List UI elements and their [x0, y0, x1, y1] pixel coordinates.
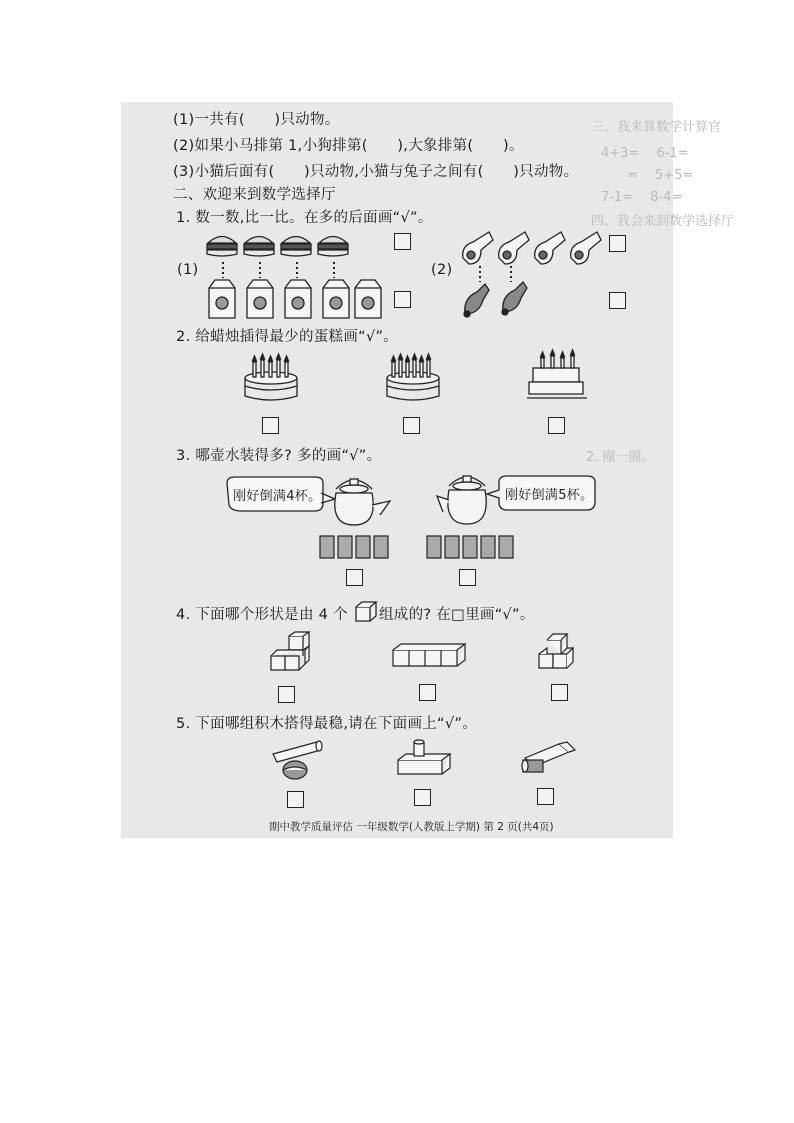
question-part1-3: (3)小猫后面有( )只动物,小猫与兔子之间有( )只动物。 — [173, 164, 579, 180]
question-part1-1: (1)一共有( )只动物。 — [173, 112, 340, 128]
q4-prompt-part2: 组成的? 在□里画“√”。 — [379, 607, 535, 623]
block-shape-right — [537, 630, 579, 672]
q1-prompt: 1. 数一数,比一比。在多的后面画“√”。 — [176, 210, 433, 226]
cake-icon-middle — [383, 352, 443, 404]
page-footer: 期中教学质量评估 一年级数学(人教版上学期) 第 2 页(共4页) — [269, 821, 554, 833]
q4-answer-box-middle[interactable] — [419, 684, 436, 701]
question-part1-2: (2)如果小马排第 1,小狗排第( ),大象排第( )。 — [173, 138, 524, 154]
q1-1-answer-box-bottom[interactable] — [394, 291, 411, 308]
cake-icon-right — [525, 352, 589, 404]
q3-answer-box-right[interactable] — [459, 569, 476, 586]
block-stack-middle — [396, 738, 452, 778]
bubble-left-text: 刚好倒满4杯。 — [233, 489, 322, 504]
q5-prompt: 5. 下面哪组积木搭得最稳,请在下面画上“√”。 — [176, 716, 478, 732]
section-title: 二、欢迎来到数学选择厅 — [173, 187, 336, 203]
q3-prompt: 3. 哪壶水装得多? 多的画“√”。 — [176, 448, 382, 464]
q1-1-answer-box-top[interactable] — [394, 233, 411, 250]
q1-2-answer-box-bottom[interactable] — [609, 292, 626, 309]
milk-carton-icons — [207, 278, 382, 320]
block-stack-right — [519, 738, 577, 778]
q4-answer-box-right[interactable] — [551, 684, 568, 701]
q4-prompt-part1: 4. 下面哪个形状是由 4 个 — [176, 607, 348, 623]
cups-icon-left — [319, 534, 391, 560]
kettle-icon-left — [326, 467, 396, 531]
bell-icons — [459, 282, 534, 318]
exam-page: 三、我来算数学计算官 4+3= 6-1= = 5+5= 7-1= 8-4= 四、我会来到数学选择厅 2. 圈一圈。 (1)一共有( )只动物。 (2)如果小马排第 1,小狗排第( ),大象排第( )。 (3)小猫后面有( )只动物,小猫与兔子之间有( )只动物。 二、欢迎来到数学选择厅 1. 数一数,比一比。在多的后面画“√”。 (1) (2) 2. 给蜡烛插得最少的蛋糕画“√”。 3. 哪壶水装得多? 多的画“√”。 刚好倒满4杯。 刚好倒满5杯。 4. 下面哪个形状是由 4 个 组成的? 在□里画“√”。 5. 下面哪组积木搭得最稳,请在下面画上“√”。 期中教学质量评估 一年级数学(人教版上学期) 第 2 页(共4页) — [121, 102, 673, 838]
block-shape-left — [269, 632, 319, 674]
q2-answer-box-right[interactable] — [548, 417, 565, 434]
bubble-right-text: 刚好倒满5杯。 — [505, 488, 594, 503]
q4-answer-box-left[interactable] — [278, 686, 295, 703]
q5-answer-box-right[interactable] — [537, 788, 554, 805]
block-stack-left — [269, 738, 329, 780]
whistle-icons — [459, 228, 609, 268]
q5-answer-box-middle[interactable] — [414, 789, 431, 806]
q1-2-answer-box-top[interactable] — [609, 235, 626, 252]
cups-icon-right — [426, 534, 516, 560]
cake-icon-left — [241, 352, 301, 404]
q2-prompt: 2. 给蜡烛插得最少的蛋糕画“√”。 — [176, 329, 399, 345]
q3-answer-box-left[interactable] — [346, 569, 363, 586]
q1-label-1: (1) — [177, 262, 199, 278]
burger-icons — [206, 230, 356, 260]
q1-label-2: (2) — [431, 262, 453, 278]
q5-answer-box-left[interactable] — [287, 791, 304, 808]
cube-icon — [355, 601, 377, 623]
block-shape-middle — [391, 642, 467, 670]
q2-answer-box-left[interactable] — [262, 417, 279, 434]
q2-answer-box-middle[interactable] — [403, 417, 420, 434]
